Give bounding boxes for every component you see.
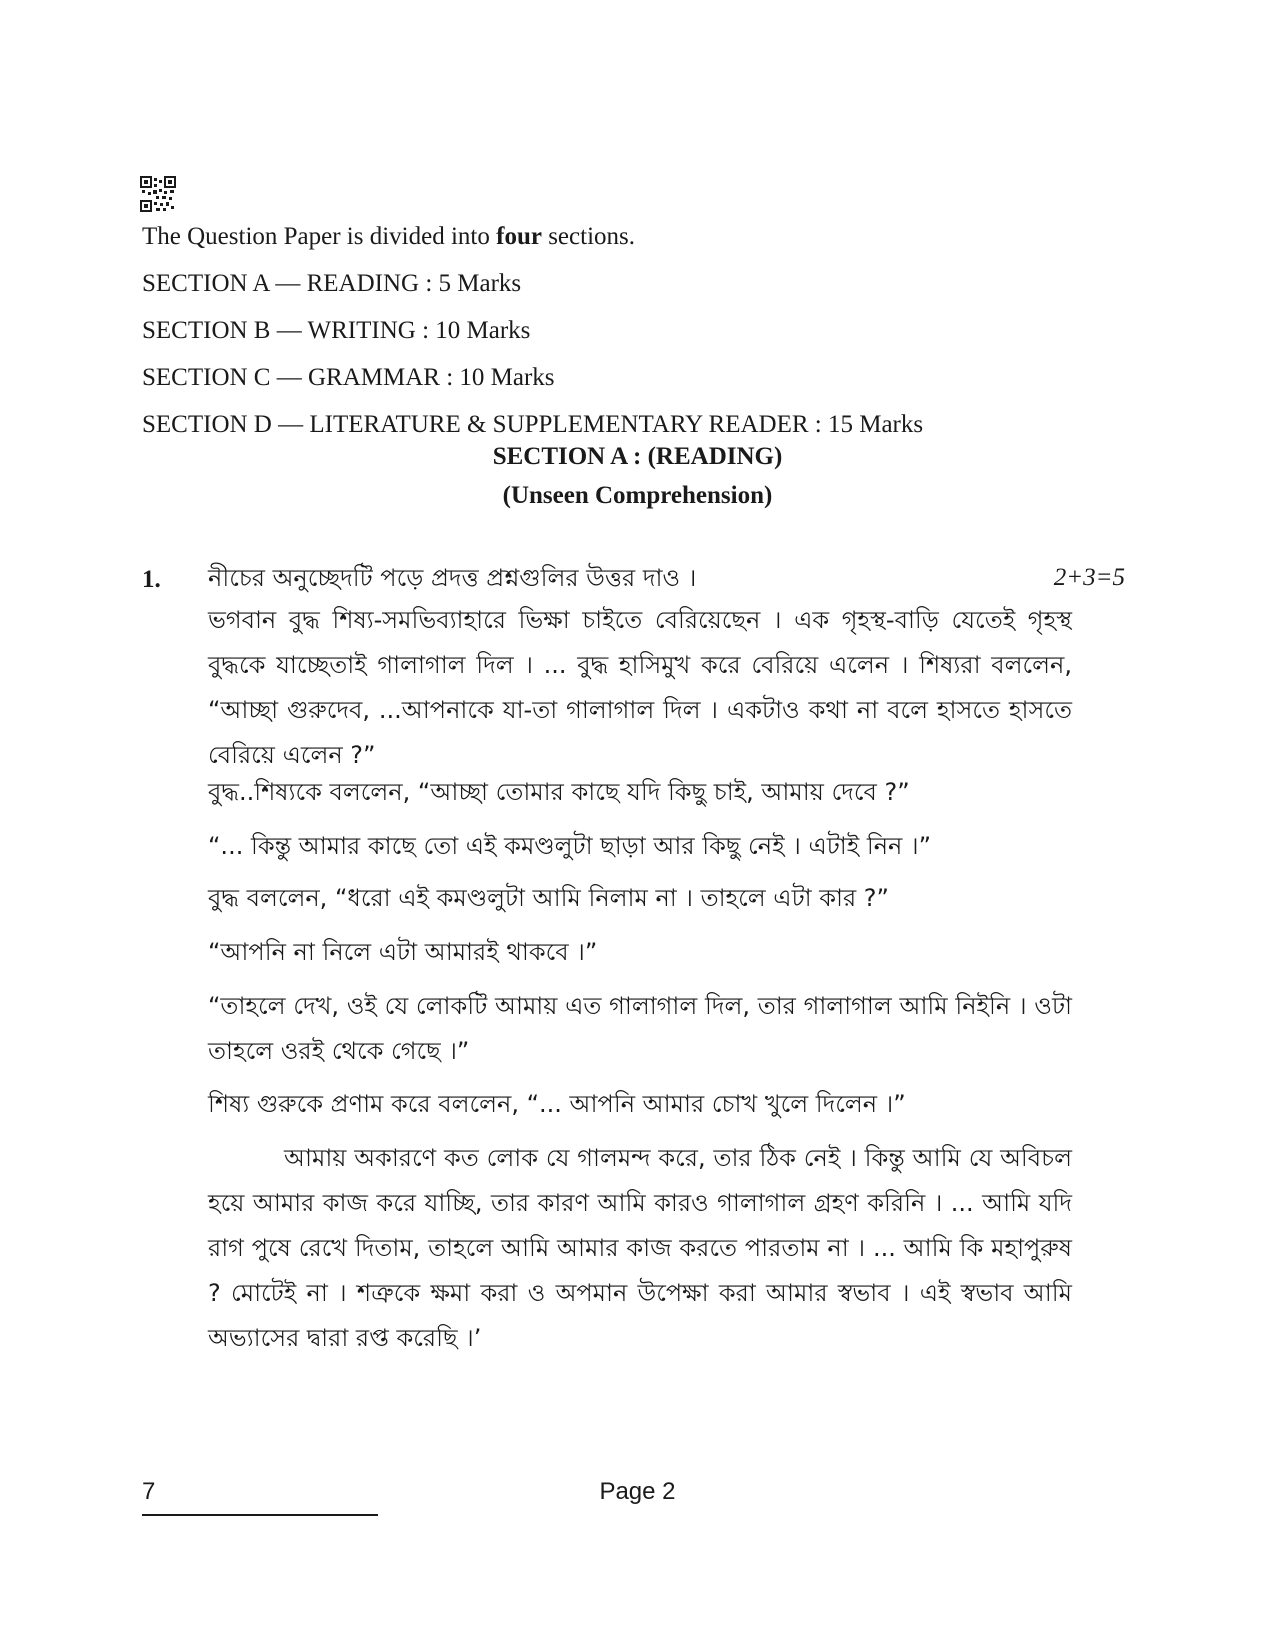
passage-paragraph-7: শিষ্য গুরুকে প্রণাম করে বললেন, “... আপনি আমার চোখ খুলে দিলেন ।” xyxy=(208,1090,906,1118)
qr-code-icon xyxy=(140,176,176,212)
paper-code: 7 xyxy=(142,1478,156,1505)
section-d-summary: SECTION D — LITERATURE & SUPPLEMENTARY READER : 15 Marks xyxy=(142,411,924,438)
passage-paragraph-8: আমায় অকারণে কত লোক যে গালমন্দ করে, তার ঠিক নেই । কিন্তু আমি যে অবিচল হয়ে আমার কাজ করে যাচ্ছি, তার কারণ আমি কারও গালাগাল গ্রহণ করিনি । ... আমি যদি রাগ পুষে রেখে দিতাম, তাহলে আমি আমার কাজ করতে পারতাম না । ... আমি কি মহাপুরুষ ? মোটেই না । শত্রুকে ক্ষমা করা ও অপমান উপেক্ষা করা আমার স্বভাব । এই স্বভাব আমি অভ্যাসের দ্বারা রপ্ত করেছি ।’ xyxy=(208,1144,1072,1352)
paper-structure-info xyxy=(142,222,1142,457)
passage-paragraph-4: বুদ্ধ বললেন, “ধরো এই কমণ্ডলুটা আমি নিলাম না । তাহলে এটা কার ?” xyxy=(208,884,889,912)
division-count: four xyxy=(496,223,542,250)
passage-paragraph-6: “তাহলে দেখ, ওই যে লোকটি আমায় এত গালাগাল দিল, তার গালাগাল আমি নিইনি । ওটা তাহলে ওরই থেকে গেছে ।” xyxy=(208,992,1072,1065)
section-a-summary: SECTION A — READING : 5 Marks xyxy=(142,270,522,297)
passage-paragraph-2: বুদ্ধ..শিষ্যকে বললেন, “আচ্ছা তোমার কাছে যদি কিছু চাই, আমায় দেবে ?” xyxy=(208,778,910,806)
question-number: 1. xyxy=(142,566,161,593)
division-statement: The Question Paper is divided into four sections. xyxy=(142,223,635,250)
page-number: Page 2 xyxy=(599,1478,676,1505)
section-b-summary: SECTION B — WRITING : 10 Marks xyxy=(142,317,531,344)
section-a-title: SECTION A : (READING) xyxy=(492,443,783,470)
passage-paragraph-1: ভগবান বুদ্ধ শিষ্য-সমভিব্যাহারে ভিক্ষা চাইতে বেরিয়েছেন । এক গৃহস্থ-বাড়ি যেতেই গৃহস্থ বুদ্ধকে যাচ্ছেতাই গালাগাল দিল । ... বুদ্ধ হাসিমুখ করে বেরিয়ে এলেন । শিষ্যরা বললেন, “আচ্ছা গুরুদেব, ...আপনাকে যা-তা গালাগাল দিল । একটাও কথা না বলে হাসতে হাসতে বেরিয়ে এলেন ?” xyxy=(208,606,1072,769)
section-a-subtitle: (Unseen Comprehension) xyxy=(502,482,773,509)
section-c-summary: SECTION C — GRAMMAR : 10 Marks xyxy=(142,364,555,391)
question-marks: 2+3=5 xyxy=(1053,564,1125,591)
passage-paragraph-3: “... কিন্তু আমার কাছে তো এই কমণ্ডলুটা ছাড়া আর কিছু নেই । এটাই নিন ।” xyxy=(208,832,932,860)
question-instruction: নীচের অনুচ্ছেদটি পড়ে প্রদত্ত প্রশ্নগুলির উত্তর দাও । xyxy=(208,564,697,592)
passage-paragraph-5: “আপনি না নিলে এটা আমারই থাকবে ।” xyxy=(208,938,598,966)
footer-divider xyxy=(142,1514,378,1516)
